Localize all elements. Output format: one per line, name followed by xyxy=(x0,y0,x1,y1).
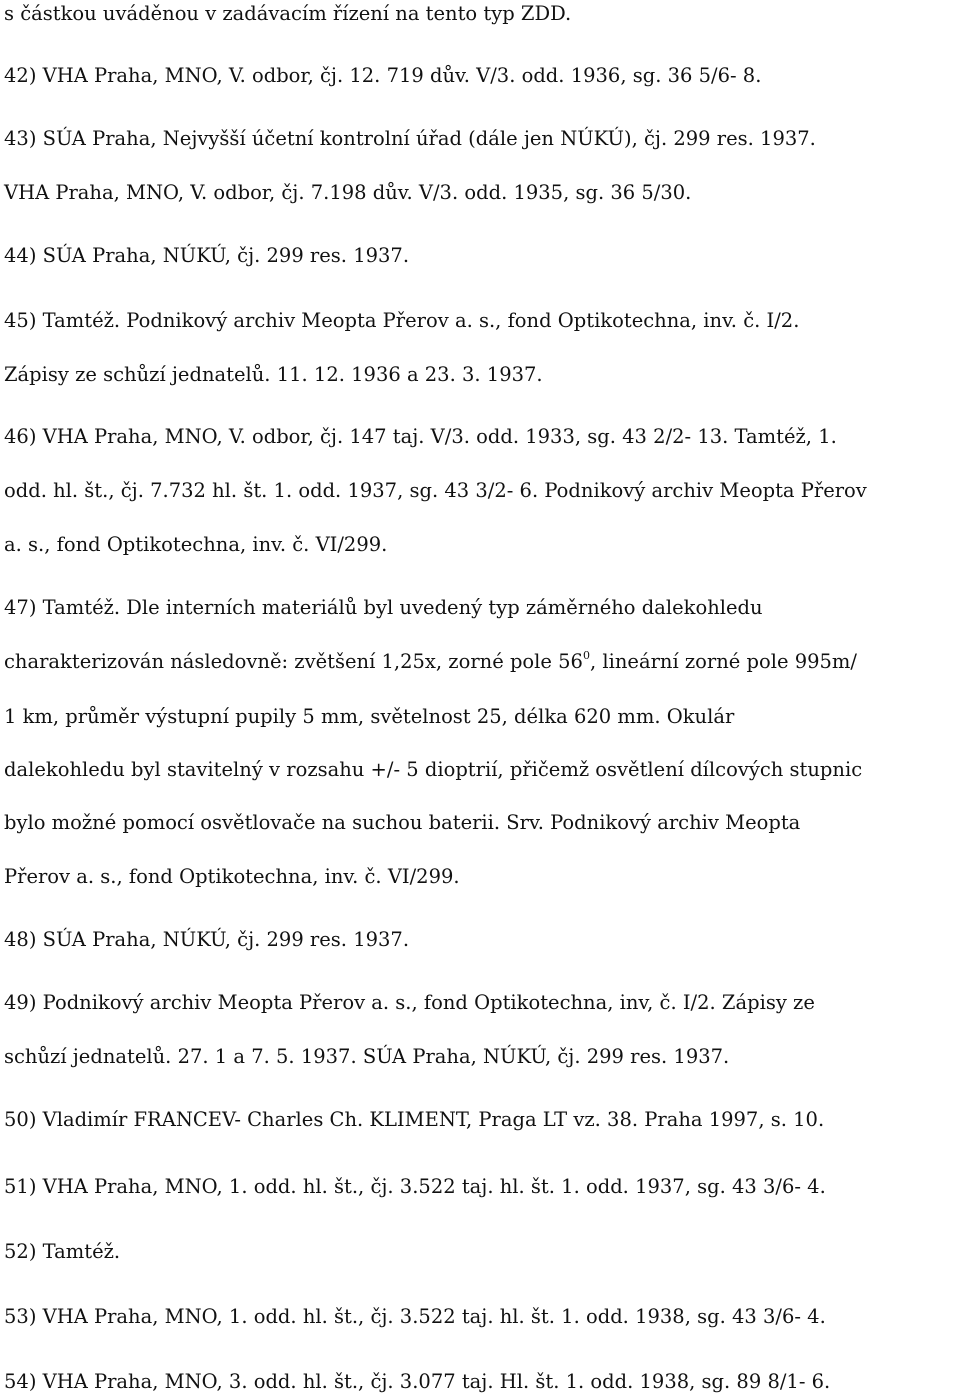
text-line: 47) Tamtéž. Dle interních materiálů byl uvedený typ záměrného dalekohledu xyxy=(4,596,763,619)
text-line: Zápisy ze schůzí jednatelů. 11. 12. 1936 a 23. 3. 1937. xyxy=(4,363,543,386)
text-line: 43) SÚA Praha, Nejvyšší účetní kontrolní úřad (dále jen NÚKÚ), čj. 299 res. 1937. xyxy=(4,127,816,150)
text-line: 48) SÚA Praha, NÚKÚ, čj. 299 res. 1937. xyxy=(4,928,410,951)
text-line: 51) VHA Praha, MNO, 1. odd. hl. št., čj. 3.522 taj. hl. št. 1. odd. 1937, sg. 43 3/6- 4. xyxy=(4,1175,826,1198)
text-line: Přerov a. s., fond Optikotechna, inv. č. VI/299. xyxy=(4,865,460,888)
text-line: a. s., fond Optikotechna, inv. č. VI/299. xyxy=(4,533,388,556)
text-line: 45) Tamtéž. Podnikový archiv Meopta Přerov a. s., fond Optikotechna, inv. č. I/2. xyxy=(4,309,800,332)
text-line: 52) Tamtéž. xyxy=(4,1240,121,1263)
text-line xyxy=(4,650,857,674)
text-line: bylo možné pomocí osvětlovače na suchou baterii. Srv. Podnikový archiv Meopta xyxy=(4,811,801,834)
text-line: 50) Vladimír FRANCEV- Charles Ch. KLIMENT, Praga LT vz. 38. Praha 1997, s. 10. xyxy=(4,1108,825,1131)
text-segment: charakterizován následovně: zvětšení 1,25x, zorné pole 56 xyxy=(4,650,583,673)
text-line: 44) SÚA Praha, NÚKÚ, čj. 299 res. 1937. xyxy=(4,244,410,267)
text-line: dalekohledu byl stavitelný v rozsahu +/- 5 dioptrií, přičemž osvětlení dílcových stupnic xyxy=(4,758,863,781)
text-line: 42) VHA Praha, MNO, V. odbor, čj. 12. 719 dův. V/3. odd. 1936, sg. 36 5/6- 8. xyxy=(4,64,762,87)
text-line: VHA Praha, MNO, V. odbor, čj. 7.198 dův. V/3. odd. 1935, sg. 36 5/30. xyxy=(4,181,692,204)
text-line: 53) VHA Praha, MNO, 1. odd. hl. št., čj. 3.522 taj. hl. št. 1. odd. 1938, sg. 43 3/6- 4. xyxy=(4,1305,826,1328)
text-line: 49) Podnikový archiv Meopta Přerov a. s., fond Optikotechna, inv, č. I/2. Zápisy ze xyxy=(4,991,815,1014)
text-line: 54) VHA Praha, MNO, 3. odd. hl. št., čj. 3.077 taj. Hl. št. 1. odd. 1938, sg. 89 8/1- 6. xyxy=(4,1370,831,1393)
text-line: 1 km, průměr výstupní pupily 5 mm, světelnost 25, délka 620 mm. Okulár xyxy=(4,705,735,728)
text-line: schůzí jednatelů. 27. 1 a 7. 5. 1937. SÚA Praha, NÚKÚ, čj. 299 res. 1937. xyxy=(4,1045,730,1068)
text-line: odd. hl. št., čj. 7.732 hl. št. 1. odd. 1937, sg. 43 3/2- 6. Podnikový archiv Meopta Přerov xyxy=(4,479,867,502)
superscript-degree: 0 xyxy=(582,649,590,662)
text-line: s částkou uváděnou v zadávacím řízení na tento typ ZDD. xyxy=(4,2,572,25)
text-segment: , lineární zorné pole 995m/ xyxy=(589,650,857,673)
text-line: 46) VHA Praha, MNO, V. odbor, čj. 147 taj. V/3. odd. 1933, sg. 43 2/2- 13. Tamtéž, 1. xyxy=(4,425,837,448)
